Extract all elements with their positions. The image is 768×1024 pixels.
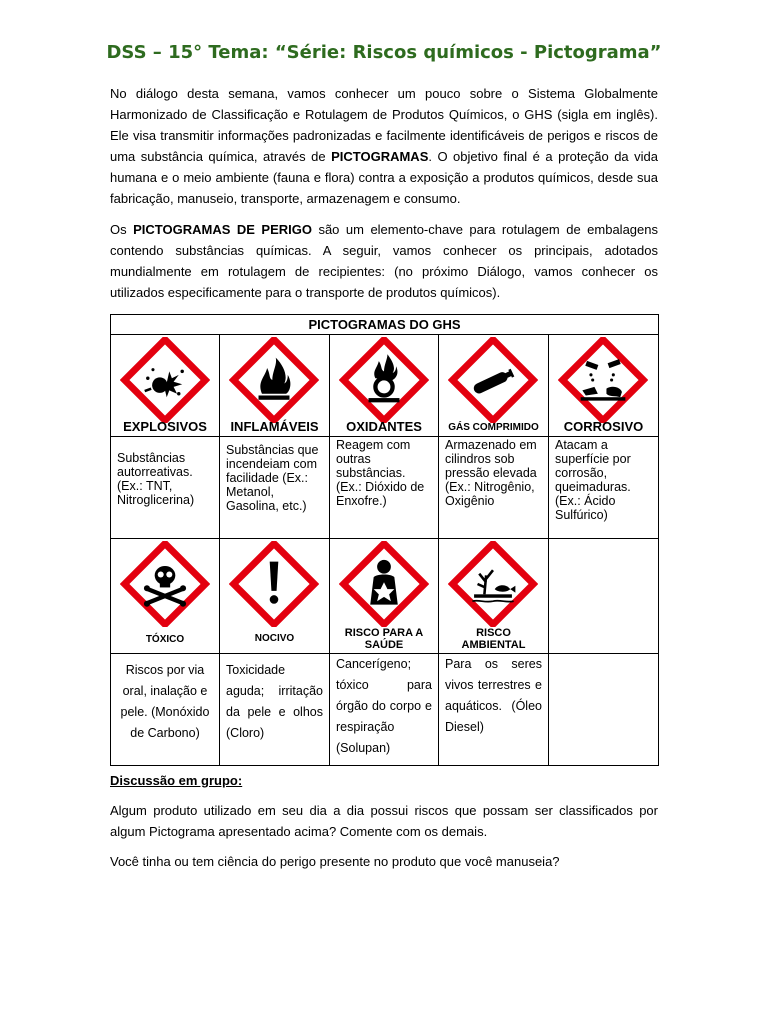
description-cell: Riscos por via oral, inalação e pele. (Monóxido de Carbono) [111,654,220,766]
pictogram-cell-toxico [111,539,220,654]
page-title: DSS – 15° Tema: “Série: Riscos químicos - Pictograma” [106,42,662,63]
exclamation-icon [229,541,319,627]
pictogram-label: NOCIVO [254,633,295,644]
pictogram-cell-oxidantes [330,335,439,437]
empty-cell [549,539,659,654]
pictogram-cell-risco-ambiental [439,539,549,654]
environment-icon [448,541,538,627]
description-cell: Toxicidade aguda; irritação da pele e olhos (Cloro) [220,654,330,766]
pictogram-cell-gas-comprimido [439,335,549,437]
pictogram-cell-nocivo [220,539,330,654]
gas-cylinder-icon [448,337,538,423]
pictogram-label: GÁS COMPRIMIDO [448,422,539,433]
exploding-bomb-icon [120,337,210,423]
flame-over-circle-icon [339,337,429,423]
pictogram-cell-corrosivo [549,335,659,437]
health-hazard-icon [339,541,429,627]
discussion-question-1: Algum produto utilizado em seu dia a dia possui riscos que possam ser classificados por algum Pictograma apresentado acima? Comente com os demais. [110,803,658,839]
pictogram-label: RISCO AMBIENTAL [461,627,526,651]
intro-paragraph-1: No diálogo desta semana, vamos conhecer um pouco sobre o Sistema Globalmente Harmonizado de Classificação e Rotulagem de Produtos Químicos, o GHS (sigla em inglês). Ele visa transmitir informações padronizadas e facilmente identificáveis de perigos e riscos de uma substância química, através de PICTOGRAMAS. O objetivo final é a proteção da vida humana e o meio ambiente (fauna e flora) contra a exposição a produtos químicos, desde sua fabricação, manuseio, transporte, armazenagem e consumo. [110,86,658,206]
empty-cell [549,654,659,766]
description-cell: Para os seres vivos terrestres e aquáticos. (Óleo Diesel) [439,654,549,766]
ghs-pictogram-table [110,314,659,766]
pictogram-row-2 [111,539,659,654]
description-cell: Reagem com outras substâncias. (Ex.: Dióxido de Enxofre.) [330,437,439,539]
flame-icon [229,337,319,423]
pictogram-label: TÓXICO [145,634,185,645]
description-row-1 [111,437,659,539]
description-cell: Atacam a superfície por corrosão, queimaduras. (Ex.: Ácido Sulfúrico) [549,437,659,539]
corrosion-icon [558,337,648,423]
description-cell: Substâncias autorreativas. (Ex.: TNT, Nitroglicerina) [111,437,220,539]
pictogram-label: EXPLOSIVOS [123,419,207,434]
description-cell: Armazenado em cilindros sob pressão elevada (Ex.: Nitrogênio, Oxigênio [439,437,549,539]
description-row-2 [111,654,659,766]
description-cell: Substâncias que incendeiam com facilidade (Ex.: Metanol, Gasolina, etc.) [220,437,330,539]
discussion-title: Discussão em grupo: [110,773,243,788]
pictogram-label: INFLAMÁVEIS [230,419,319,434]
pictogram-label: CORROSIVO [563,419,644,434]
discussion-question-2: Você tinha ou tem ciência do perigo presente no produto que você manuseia? [110,854,560,869]
skull-crossbones-icon [120,541,210,627]
description-cell: Cancerígeno; tóxico para órgão do corpo e respiração (Solupan) [330,654,439,766]
pictogram-cell-inflamaveis [220,335,330,437]
pictogram-row-1 [111,335,659,437]
intro-paragraph-2: Os PICTOGRAMAS DE PERIGO são um elemento-chave para rotulagem de embalagens contendo substâncias químicas. A seguir, vamos conhecer os principais, adotados mundialmente em rotulagem de recipientes: (no próximo Diálogo, vamos conhecer os utilizados especificamente para o transporte de produtos químicos). [110,222,658,300]
pictogram-label: RISCO PARA A SAÚDE [344,627,424,651]
pictogram-cell-explosivos [111,335,220,437]
table-header: PICTOGRAMAS DO GHS [111,315,659,335]
pictogram-label: OXIDANTES [346,419,422,434]
pictogram-cell-risco-saude [330,539,439,654]
